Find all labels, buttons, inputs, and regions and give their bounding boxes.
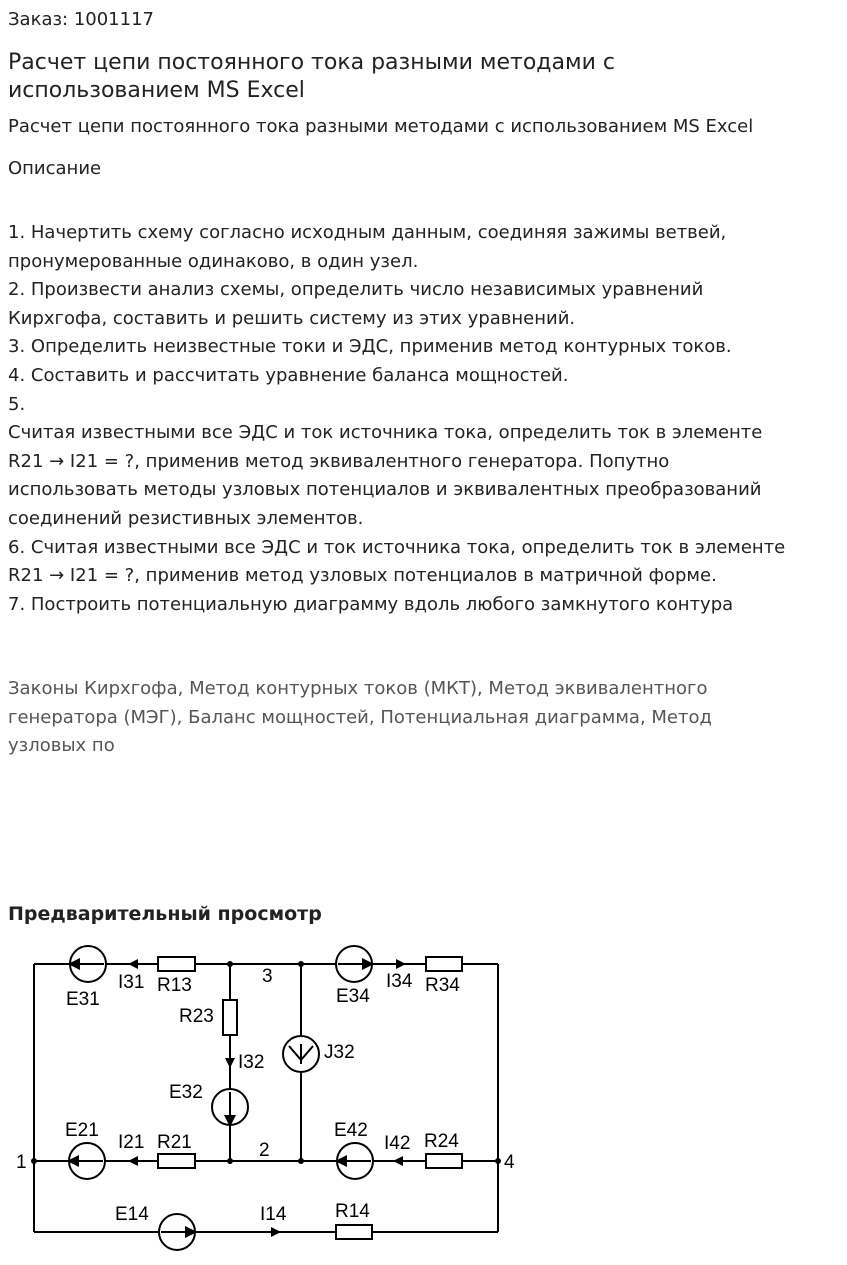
description-line: использовать методы узловых потенциалов и эквивалентных преобразований: [8, 479, 762, 501]
e42-source-icon: [337, 1143, 373, 1179]
circuit-wires: [34, 964, 498, 1232]
description-body: [8, 219, 838, 619]
tag-link[interactable]: Метод узловых по: [8, 706, 712, 757]
tag-link[interactable]: Метод контурных токов (МКТ): [189, 678, 477, 699]
description-heading: Описание: [8, 158, 102, 179]
r24-resistor: [426, 1154, 462, 1168]
description-line: 6. Считая известными все ЭДС и ток источника тока, определить ток в элементе: [8, 536, 786, 558]
label-i34: I34: [386, 971, 413, 992]
tag-link[interactable]: Баланс мощностей: [188, 706, 369, 728]
label-i32: I32: [238, 1052, 265, 1073]
junction-dot: [495, 1158, 501, 1164]
order-number: Заказ: 1001117: [8, 9, 154, 30]
tag-separator: ,: [177, 678, 190, 699]
r23-resistor: [223, 1000, 237, 1035]
preview-heading: Предварительный просмотр: [8, 903, 322, 925]
tag-separator: ,: [176, 706, 189, 728]
description-line: 4. Составить и рассчитать уравнение баланса мощностей.: [8, 364, 569, 386]
label-e34: E34: [336, 986, 370, 1007]
description-line: 3. Определить неизвестные токи и ЭДС, применив метод контурных токов.: [8, 336, 732, 358]
r34-resistor: [426, 957, 462, 971]
label-i21: I21: [118, 1132, 145, 1153]
description-line: R21 → I21 = ?, применив метод эквивалентного генератора. Попутно: [8, 450, 670, 472]
e14-source-icon: [159, 1214, 195, 1250]
tag-separator: ,: [639, 706, 652, 728]
label-e42: E42: [334, 1120, 368, 1141]
label-e21: E21: [65, 1120, 99, 1141]
label-e32: E32: [169, 1082, 203, 1103]
description-line: R21 → I21 = ?, применив метод узловых потенциалов в матричной форме.: [8, 565, 717, 587]
junction-dot: [298, 961, 304, 967]
r21-resistor: [158, 1154, 195, 1168]
e31-source-icon: [70, 946, 106, 982]
junction-dot: [227, 961, 233, 967]
i21-arrow-icon: [128, 1156, 138, 1166]
description-line: 5.: [8, 393, 26, 415]
label-j32: J32: [324, 1042, 355, 1063]
label-r21: R21: [157, 1132, 192, 1153]
junction-dot: [31, 1158, 37, 1164]
label-r13: R13: [157, 975, 192, 996]
label-i42: I42: [384, 1133, 411, 1154]
description-line: 2. Произвести анализ схемы, определить число независимых уравнений: [8, 279, 704, 301]
label-r24: R24: [424, 1131, 459, 1152]
circuit-schematic: [0, 935, 540, 1255]
i14-arrow-icon: [271, 1227, 281, 1237]
j32-current-source-icon: [283, 1036, 319, 1072]
label-r14: R14: [335, 1201, 370, 1222]
e21-source-icon: [69, 1143, 105, 1179]
tag-link[interactable]: Метод эквивалентного генератора (МЭГ): [8, 678, 708, 728]
label-e31: E31: [66, 989, 100, 1010]
tag-link[interactable]: Законы Кирхгофа: [8, 678, 178, 699]
i34-arrow-icon: [396, 959, 406, 969]
subtitle: Расчет цепи постоянного тока разными методами с использованием MS Excel: [8, 116, 754, 137]
label-i31: I31: [118, 972, 145, 993]
e34-source-icon: [336, 946, 372, 982]
description-line: Кирхгофа, составить и решить систему из этих уравнений.: [8, 307, 576, 329]
description-line: 7. Построить потенциальную диаграмму вдоль любого замкнутого контура: [8, 593, 734, 615]
junction-dot: [227, 1158, 233, 1164]
tag-link[interactable]: Потенциальная диаграмма: [380, 706, 640, 728]
junction-dot: [298, 1158, 304, 1164]
e32-source-icon: [212, 1089, 248, 1125]
label-node-1: 1: [16, 1152, 27, 1173]
r13-resistor: [158, 957, 195, 971]
page-title: Расчет цепи постоянного тока разными методами с использованием MS Excel: [8, 50, 615, 103]
tag-separator: ,: [368, 706, 381, 728]
label-e14: E14: [115, 1204, 149, 1225]
description-line: Считая известными все ЭДС и ток источника тока, определить ток в элементе: [8, 422, 763, 444]
label-node-3: 3: [262, 966, 273, 987]
tag-separator: ,: [476, 678, 489, 699]
r14-resistor: [336, 1225, 372, 1239]
i31-arrow-icon: [128, 959, 138, 969]
label-node-2: 2: [259, 1140, 270, 1161]
tag-list: [8, 675, 788, 761]
description-line: 1. Начертить схему согласно исходным данным, соединяя зажимы ветвей,: [8, 222, 727, 243]
label-r34: R34: [425, 975, 460, 996]
label-i14: I14: [260, 1204, 287, 1225]
i32-arrow-icon: [225, 1058, 235, 1068]
i42-arrow-icon: [393, 1156, 403, 1166]
label-node-4: 4: [504, 1152, 515, 1173]
description-line: пронумерованные одинаково, в один узел.: [8, 250, 419, 272]
label-r23: R23: [179, 1006, 214, 1027]
description-line: соединений резистивных элементов.: [8, 507, 364, 529]
